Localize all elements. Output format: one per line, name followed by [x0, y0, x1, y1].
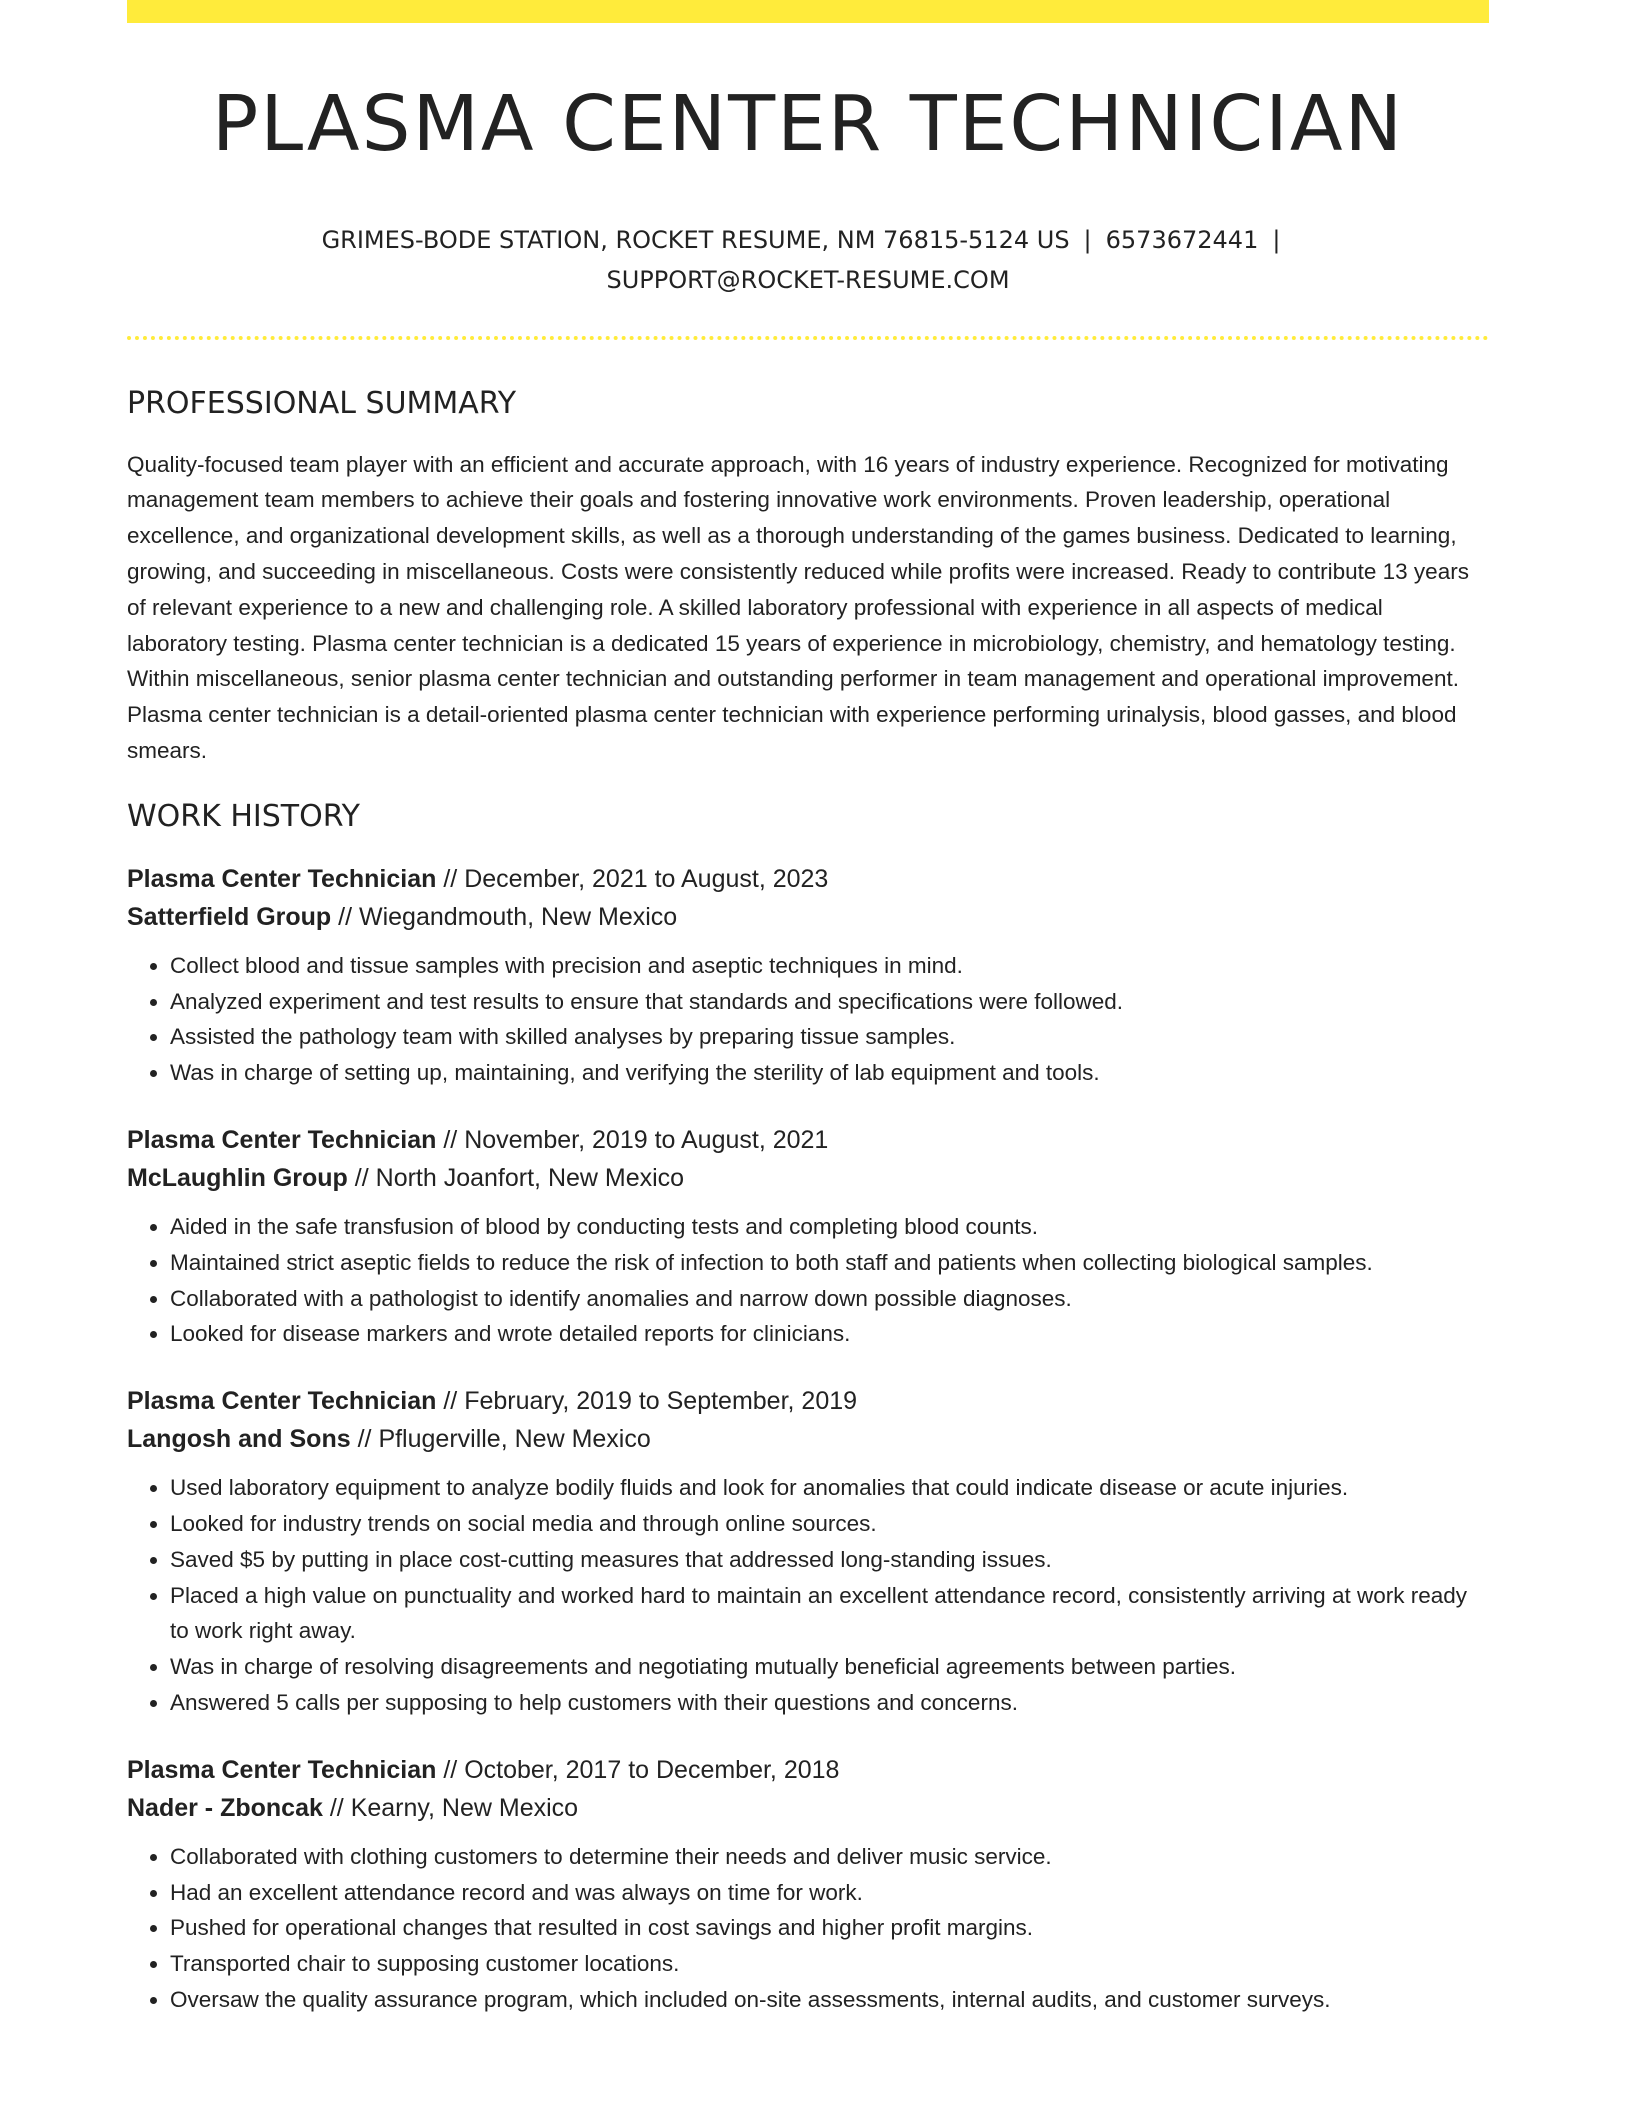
job-bullets — [127, 1209, 1489, 1352]
resume-page — [127, 0, 1489, 2018]
job-bullet: • Was in charge of setting up, maintaining, and verifying the sterility of lab equipment and tools. — [170, 1055, 1489, 1091]
job-bullet: • Had an excellent attendance record and was always on time for work. — [170, 1875, 1489, 1911]
job-bullet: • Transported chair to supposing customer locations. — [170, 1946, 1489, 1982]
job-divider: // — [354, 1164, 369, 1193]
summary-heading: PROFESSIONAL SUMMARY — [127, 385, 517, 421]
job-bullet: • Placed a high value on punctuality and worked hard to maintain an excellent attendance record, consistently arriving at work ready to work right away. — [170, 1578, 1489, 1650]
job-dates: November, 2019 to August, 2021 — [464, 1126, 829, 1155]
job-bullet: • Collaborated with a pathologist to identify anomalies and narrow down possible diagnoses. — [170, 1281, 1489, 1317]
job-bullet: • Used laboratory equipment to analyze bodily fluids and look for anomalies that could indicate disease or acute injuries. — [170, 1470, 1489, 1506]
job-company: McLaughlin Group — [127, 1164, 348, 1193]
job-bullet: • Looked for disease markers and wrote detailed reports for clinicians. — [170, 1316, 1489, 1352]
accent-top-bar — [127, 0, 1489, 23]
job-location: North Joanfort, New Mexico — [375, 1164, 685, 1193]
contact-separator: | — [1272, 225, 1281, 254]
job-divider: // — [357, 1425, 372, 1454]
job-bullet: • Maintained strict aseptic fields to reduce the risk of infection to both staff and patients when collecting biological samples. — [170, 1245, 1489, 1281]
dotted-divider — [127, 336, 1489, 340]
job-bullet: • Was in charge of resolving disagreements and negotiating mutually beneficial agreements between parties. — [170, 1649, 1489, 1685]
job-bullet: • Collaborated with clothing customers to determine their needs and deliver music service. — [170, 1839, 1489, 1875]
job-title-line — [127, 860, 1489, 898]
contact-separator: | — [1083, 225, 1092, 254]
resume-title: PLASMA CENTER TECHNICIAN — [211, 80, 1405, 169]
job-divider: // — [338, 902, 353, 931]
job-bullet: • Looked for industry trends on social media and through online sources. — [170, 1506, 1489, 1542]
job-bullets — [127, 948, 1489, 1091]
job-location: Pflugerville, New Mexico — [378, 1425, 651, 1454]
job-location: Kearny, New Mexico — [350, 1793, 579, 1822]
summary-text: Quality-focused team player with an efficient and accurate approach, with 16 years of industry experience. Recognized for motivating management team members to achieve their goals and fostering innovative work environments. Proven leadership, operational excellence, and organizational development skills, as well as a thorough understanding of the games business. Dedicated to learning, growing, and succeeding in miscellaneous. Costs were consistently reduced while profits were increased. Ready to contribute 13 years of relevant experience to a new and challenging role. A skilled laboratory professional with experience in all aspects of medical laboratory testing. Plasma center technician is a dedicated 15 years of experience in microbiology, chemistry, and hematology testing. Within miscellaneous, senior plasma center technician and outstanding performer in team management and operational improvement. Plasma center technician is a detail-oriented plasma center technician with experience performing urinalysis, blood gasses, and blood smears. — [127, 451, 1469, 764]
job-bullet: • Oversaw the quality assurance program, which included on-site assessments, internal audits, and customer surveys. — [170, 1982, 1489, 2018]
job-company-line — [127, 1159, 1489, 1197]
job-bullet: • Saved $5 by putting in place cost-cutting measures that addressed long-standing issues. — [170, 1542, 1489, 1578]
job-title-line — [127, 1382, 1489, 1420]
job-title: Plasma Center Technician — [127, 1387, 437, 1416]
job-bullet: • Pushed for operational changes that resulted in cost savings and higher profit margins. — [170, 1910, 1489, 1946]
contact-line-2 — [127, 260, 1489, 300]
job-entry — [127, 1751, 1489, 2018]
job-bullet: • Analyzed experiment and test results to ensure that standards and specifications were followed. — [170, 984, 1489, 1020]
job-title-line — [127, 1751, 1489, 1789]
contact-phone: 6573672441 — [1105, 225, 1259, 254]
job-bullet: • Assisted the pathology team with skilled analyses by preparing tissue samples. — [170, 1019, 1489, 1055]
job-title: Plasma Center Technician — [127, 864, 437, 893]
job-company-line — [127, 898, 1489, 936]
job-company: Nader - Zboncak — [127, 1793, 323, 1822]
job-bullet: • Answered 5 calls per supposing to help customers with their questions and concerns. — [170, 1685, 1489, 1721]
job-company-line — [127, 1789, 1489, 1827]
job-bullet: • Aided in the safe transfusion of blood by conducting tests and completing blood counts. — [170, 1209, 1489, 1245]
job-title-line — [127, 1121, 1489, 1159]
job-location: Wiegandmouth, New Mexico — [359, 902, 678, 931]
job-bullets — [127, 1839, 1489, 2018]
job-dates: December, 2021 to August, 2023 — [464, 864, 829, 893]
work-history-heading: WORK HISTORY — [127, 798, 360, 834]
job-bullets — [127, 1470, 1489, 1721]
job-entry — [127, 860, 1489, 1091]
job-dates: October, 2017 to December, 2018 — [464, 1755, 840, 1784]
job-divider: // — [443, 864, 458, 893]
job-title: Plasma Center Technician — [127, 1126, 437, 1155]
job-company: Satterfield Group — [127, 902, 332, 931]
contact-address: GRIMES-BODE STATION, ROCKET RESUME, NM 76815-5124 US — [321, 225, 1070, 254]
contact-line-1 — [127, 220, 1489, 260]
job-divider: // — [443, 1126, 458, 1155]
job-entry — [127, 1121, 1489, 1352]
job-divider: // — [443, 1387, 458, 1416]
job-divider: // — [329, 1793, 344, 1822]
job-divider: // — [443, 1755, 458, 1784]
job-title: Plasma Center Technician — [127, 1755, 437, 1784]
contact-email: SUPPORT@ROCKET-RESUME.COM — [606, 265, 1010, 294]
job-dates: February, 2019 to September, 2019 — [464, 1387, 858, 1416]
job-company-line — [127, 1420, 1489, 1458]
contact-block — [127, 220, 1489, 300]
job-company: Langosh and Sons — [127, 1425, 351, 1454]
job-entry — [127, 1382, 1489, 1721]
job-bullet: • Collect blood and tissue samples with precision and aseptic techniques in mind. — [170, 948, 1489, 984]
